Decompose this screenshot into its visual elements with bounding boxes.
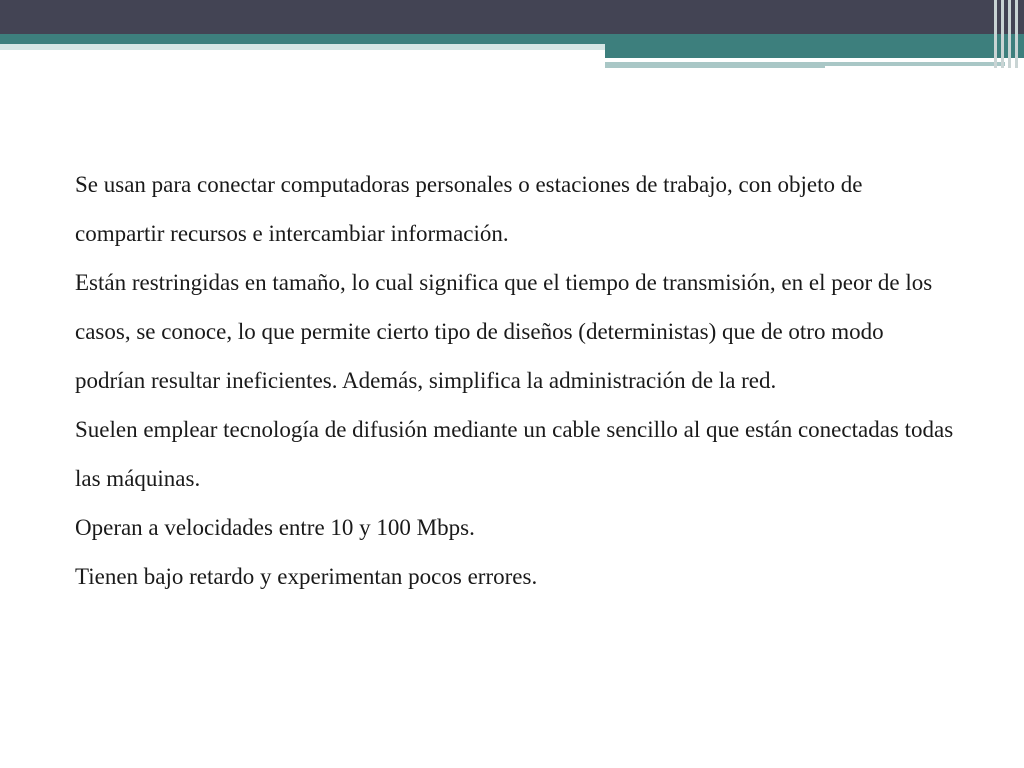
paragraph-1: Se usan para conectar computadoras personales o estaciones de trabajo, con objeto de compartir recursos e intercambiar información. [75, 172, 863, 246]
paragraph-2: Están restringidas en tamaño, lo cual significa que el tiempo de transmisión, en el peor de los casos, se conoce, lo que permite cierto tipo de diseños (deterministas) que de otro modo podrían resultar ineficientes. Además, simplifica la administración de la red. [75, 270, 933, 393]
slide-body [75, 160, 955, 601]
header-band-light [0, 44, 605, 50]
header-band-teal [0, 34, 1024, 44]
paragraph-4: Operan a velocidades entre 10 y 100 Mbps. [75, 515, 475, 540]
paragraph-5: Tienen bajo retardo y experimentan pocos errores. [75, 564, 538, 589]
header-vertical-lines [990, 0, 1024, 68]
header-band-teal-right [605, 44, 1024, 58]
paragraph-3: Suelen emplear tecnología de difusión mediante un cable sencillo al que están conectadas todas las máquinas. [75, 417, 954, 491]
header-stripe [825, 66, 1005, 68]
header-band-dark [0, 0, 1024, 34]
